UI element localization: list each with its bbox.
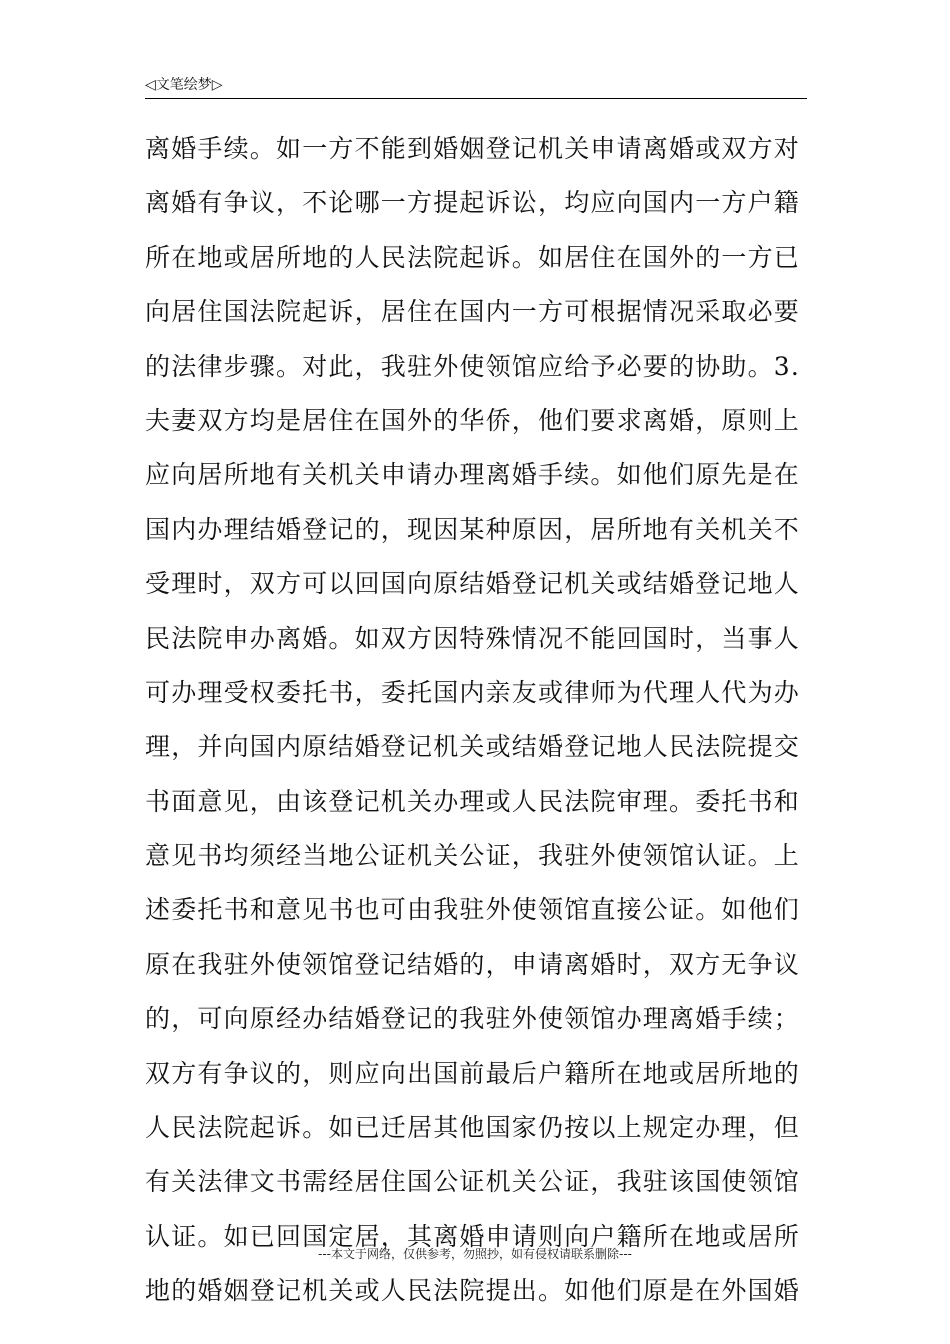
body-line: 认证。如已回国定居，其离婚申请则向户籍所在地或居所 <box>145 1221 801 1251</box>
body-line: 民法院申办离婚。如双方因特殊情况不能回国时，当事人 <box>145 623 801 653</box>
body-line: 离婚有争议，不论哪一方提起诉讼，均应向国内一方户籍 <box>145 188 801 218</box>
page-header <box>145 72 807 99</box>
body-line: 夫妻双方均是居住在国外的华侨，他们要求离婚，原则上 <box>145 405 801 435</box>
body-line: 书面意见，由该登记机关办理或人民法院审理。委托书和 <box>145 786 801 816</box>
body-line: 可办理受权委托书，委托国内亲友或律师为代理人代为办 <box>145 677 801 707</box>
body-line: 有关法律文书需经居住国公证机关公证，我驻该国使领馆 <box>145 1167 801 1197</box>
body-line: 的法律步骤。对此，我驻外使领馆应给予必要的协助。3. <box>145 351 801 381</box>
page-footer: ---本文于网络，仅供参考，勿照抄，如有侵权请联系删除--- <box>318 1247 632 1261</box>
body-line: 受理时，双方可以回国向原结婚登记机关或结婚登记地人 <box>145 569 801 599</box>
body-line: 意见书均须经当地公证机关公证，我驻外使领馆认证。上 <box>145 841 801 871</box>
document-body <box>145 122 807 1319</box>
body-line: 述委托书和意见书也可由我驻外使领馆直接公证。如他们 <box>145 895 801 925</box>
body-line: 所在地或居所地的人民法院起诉。如居住在国外的一方已 <box>145 242 801 272</box>
body-line: 的，可向原经办结婚登记的我驻外使领馆办理离婚手续； <box>145 1004 801 1034</box>
body-line: 人民法院起诉。如已迁居其他国家仍按以上规定办理，但 <box>145 1113 801 1143</box>
body-line: 地的婚姻登记机关或人民法院提出。如他们原是在外国婚 <box>145 1276 801 1306</box>
body-line: 应向居所地有关机关申请办理离婚手续。如他们原先是在 <box>145 460 801 490</box>
body-line: 理，并向国内原结婚登记机关或结婚登记地人民法院提交 <box>145 732 801 762</box>
header-title: ◁文笔绘梦▷ <box>145 77 223 93</box>
body-line: 双方有争议的，则应向出国前最后户籍所在地或居所地的 <box>145 1058 801 1088</box>
body-line: 国内办理结婚登记的，现因某种原因，居所地有关机关不 <box>145 514 801 544</box>
body-line: 原在我驻外使领馆登记结婚的，申请离婚时，双方无争议 <box>145 949 801 979</box>
body-line: 向居住国法院起诉，居住在国内一方可根据情况采取必要 <box>145 297 801 327</box>
body-line: 离婚手续。如一方不能到婚姻登记机关申请离婚或双方对 <box>145 134 801 163</box>
